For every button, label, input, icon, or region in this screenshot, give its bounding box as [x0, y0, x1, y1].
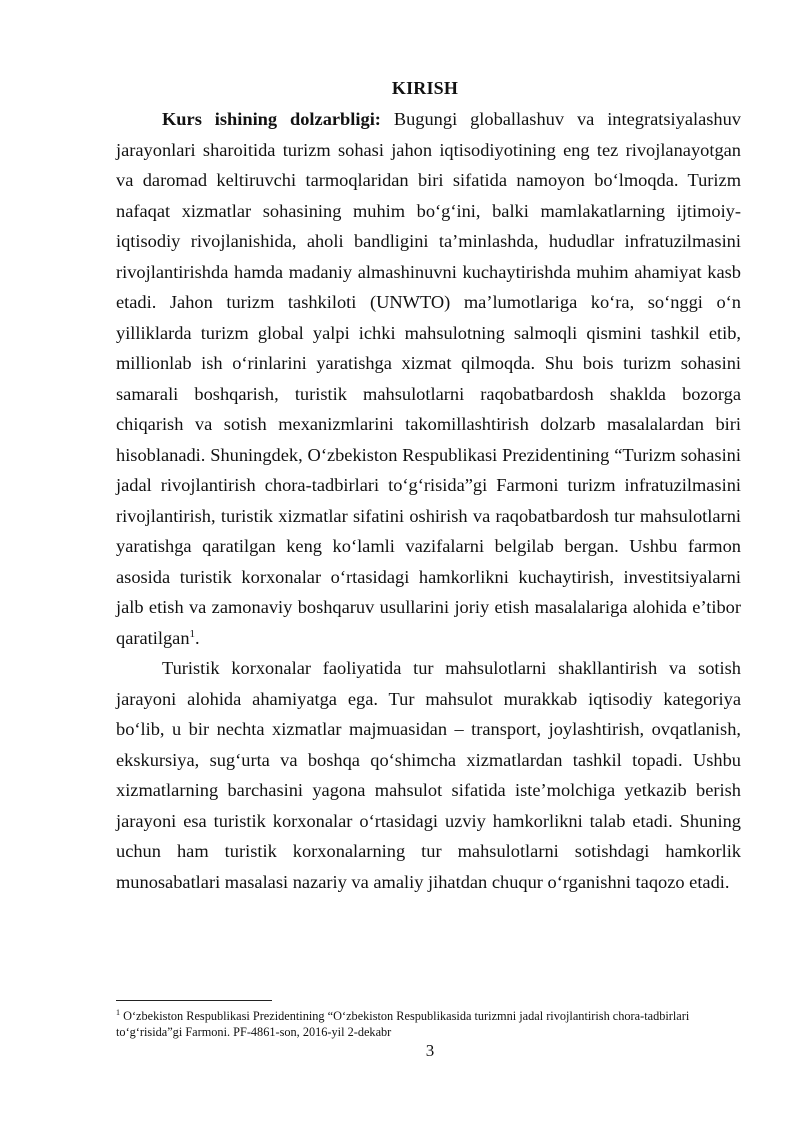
- footnote-text: O‘zbekiston Respublikasi Prezidentining “O‘zbekiston Respublikasida turizmni jadal rivojlantirish chora-tadbirlari to‘g‘risida”gi Farmoni. PF-4861-son, 2016-yil 2-dekabr: [116, 1009, 690, 1039]
- footnote: [116, 1008, 741, 1040]
- page-number: 3: [425, 1041, 435, 1060]
- paragraph-relevance: [116, 104, 741, 653]
- footnote-reference[interactable]: 1: [189, 627, 196, 640]
- page-title: KIRISH: [391, 78, 459, 98]
- paragraph-lead: Kurs ishining dolzarbligi:: [162, 109, 381, 129]
- footnote-marker: 1: [116, 1007, 120, 1017]
- paragraph-relevance-text: Bugungi globallashuv va integratsiyalashuv jarayonlari sharoitida turizm sohasi jahon iqtisodiyotining eng tez rivojlanayotgan va daromad keltiruvchi tarmoqlaridan biri sifatida namoyon bo‘lmoqda. Turizm nafaqat xizmatlar sohasining muhim bo‘g‘ini, balki mamlakatlarning ijtimoiy-iqtisodiy rivojlanishida, aholi bandligini ta’minlashda, hududlar infratuzilmasini rivojlantirishda hamda madaniy almashinuvni kuchaytirishda muhim ahamiyat kasb etadi. Jahon turizm tashkiloti (UNWTO) ma’lumotlariga ko‘ra, so‘nggi o‘n yilliklarda turizm global yalpi ichki mahsulotning salmoqli qismini tashkil etib, millionlab ish o‘rinlarini yaratishga xizmat qilmoqda. Shu bois turizm sohasini samarali boshqarish, turistik mahsulotlarni raqobatbardosh shaklda bozorga chiqarish va sotish mexanizmlarini takomillashtirish dolzarb masalalardan biri hisoblanadi. Shuningdek, O‘zbekiston Respublikasi Prezidentining “Turizm sohasini jadal rivojlantirish chora-tadbirlari to‘g‘risida”gi Farmoni turizm infratuzilmasini rivojlantirish, turistik xizmatlar sifatini oshirish va raqobatbardosh tur mahsulotlarni yaratishga qaratilgan keng ko‘lamli vazifalarni belgilab bergan. Ushbu farmon asosida turistik korxonalar o‘rtasidagi hamkorlikni kuchaytirish, investitsiyalarni jalb etish va zamonaviy boshqaruv usullarini joriy etish masalalariga alohida e’tibor qaratilgan: [116, 109, 741, 648]
- paragraph-relevance-end: .: [195, 627, 200, 648]
- footnote-separator: [116, 1000, 272, 1001]
- document-body: [116, 104, 741, 897]
- paragraph-tour-products: Turistik korxonalar faoliyatida tur mahsulotlarni shakllantirish va sotish jarayoni alohida ahamiyatga ega. Tur mahsulot murakkab iqtisodiy kategoriya bo‘lib, u bir nechta xizmatlar majmuasidan – transport, joylashtirish, ovqatlanish, ekskursiya, sug‘urta va boshqa qo‘shimcha xizmatlardan tashkil topadi. Ushbu xizmatlarning barchasini yagona mahsulot sifatida iste’molchiga yetkazib berish jarayoni esa turistik korxonalar o‘rtasidagi uzviy hamkorlikni talab etadi. Shuning uchun ham turistik korxonalarning tur mahsulotlarni sotishdagi hamkorlik munosabatlari masalasi nazariy va amaliy jihatdan chuqur o‘rganishni taqozo etadi.: [116, 658, 741, 892]
